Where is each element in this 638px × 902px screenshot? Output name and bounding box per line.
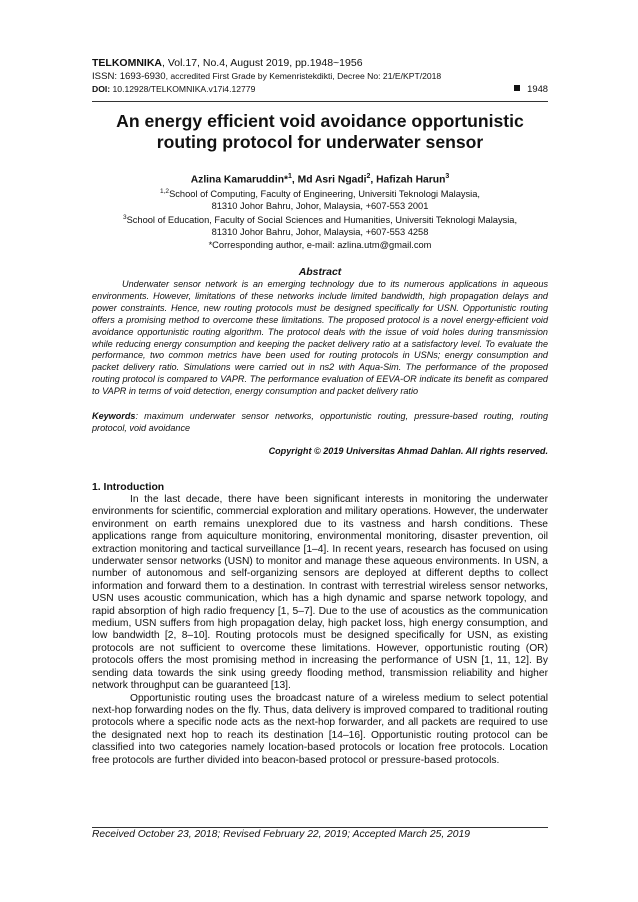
abstract-heading: Abstract (298, 266, 342, 278)
volume-info: , Vol.17, No.4, August 2019, pp.1948~1956 (162, 57, 363, 69)
affiliation-2-line-1: School of Education, Faculty of Social Sciences and Humanities, Universiti Teknologi Malaysia, (126, 215, 518, 226)
affiliations (92, 186, 548, 251)
introduction-body (92, 494, 548, 767)
running-header (92, 57, 548, 95)
author-1: Azlina Kamaruddin* (190, 174, 288, 186)
author-3-affil: 3 (445, 173, 450, 180)
doi: 10.12928/TELKOMNIKA.v17i4.12779 (110, 84, 256, 94)
affiliation-1-line-1: School of Computing, Faculty of Engineering, Universiti Teknologi Malaysia, (169, 189, 480, 200)
author-2: Md Asri Ngadi (297, 174, 367, 186)
affiliation-2-line-2: 81310 Johor Bahru, Johor, Malaysia, +607-553 4258 (211, 227, 429, 238)
journal-line (92, 57, 548, 70)
paper-title (92, 111, 548, 153)
header-divider (92, 101, 548, 102)
accreditation: , accredited First Grade by Kemenristekdikti, Decree No: 21/E/KPT/2018 (165, 71, 442, 81)
affiliation-1-marker: 1,2 (160, 188, 170, 195)
journal-name: TELKOMNIKA (92, 57, 162, 69)
affiliation-1-line-2: 81310 Johor Bahru, Johor, Malaysia, +607-553 2001 (211, 201, 429, 212)
doi-label: DOI: (92, 84, 111, 94)
affiliation-1 (92, 186, 548, 200)
section-heading-introduction: 1. Introduction (92, 482, 165, 493)
author-3: Hafizah Harun (376, 174, 446, 186)
author-1-affil: 1 (288, 173, 292, 180)
abstract-text: Underwater sensor network is an emerging technology due to its numerous applications in aqueous environments. However, limitations of these networks include limited bandwidth, high propagation delays and power constraints. Hence, new routing protocols must be designed specifically for USN. Opportunistic routing offers a promising method to overcome these limitations. The proposed protocol is a novel energy-efficient void avoidance opportunistic routing algorithm. The protocol deals with the issue of void holes during transmission while reducing energy consumption and keeping the packet delivery ratio at a satisfactory level. To evaluate the performance, two common metrics have been used for routing protocols in USNs; energy consumption and packet delivery ratio. Simulations were carried out in ns2 with Aqua-Sim. The performance of the proposed routing protocol is compared to VAPR. The performance evaluation of EEVA-OR indicate its benefit as compared to VAPR in terms of void detection, energy consumption and packet delivery ratio (92, 279, 548, 397)
affiliation-2-marker: 3 (122, 214, 127, 222)
author-2-affil: 2 (366, 173, 371, 180)
copyright-notice: Copyright © 2019 Universitas Ahmad Dahlan. All rights reserved. (268, 446, 548, 456)
author-separator: , (291, 174, 298, 186)
corresponding-author: *Corresponding author, e-mail: azlina.utm@gmail.com (208, 239, 432, 250)
issn-line (92, 70, 548, 83)
footer-divider (92, 827, 548, 828)
author-separator: , (370, 174, 377, 186)
page-number: 1948 (527, 83, 548, 94)
square-bullet-icon (514, 85, 520, 91)
title-line-1: An energy efficient void avoidance opportunistic (116, 111, 524, 131)
received-dates: Received October 23, 2018; Revised February 22, 2019; Accepted March 25, 2019 (92, 829, 470, 840)
doi-line (92, 83, 548, 95)
keywords (92, 410, 548, 434)
keywords-label: Keywords (92, 411, 136, 421)
paragraph: In the last decade, there have been significant interests in monitoring the underwater environments for scientific, commercial exploration and military operations. However, the underwater environment on earth remains unexplored due to its vastness and harsh conditions. These applications range from aquiculture monitoring, environmental monitoring, disaster prevention, oil extraction monitoring and tactical surveillance [1–4]. In recent years, research has focused on using underwater sensor networks (USN) to monitor and manage these aqueous environments. In USN, a number of autonomous and self-organizing sensors are deployed at different depths to collect information and forward them to a destination. In contrast with terrestrial wireless sensor networks, USN uses acoustic communication, which has a high dynamic and sparse network topology, and rapid absorption of high radio frequency [1, 5–7]. Due to the use of acoustics as the communication medium, USN suffers from high propagation delay, high packet loss, high energy consumption, and low bandwidth [2, 8–10]. Routing protocols must be designed specifically for USN, as existing protocols are not sufficient to overcome these limitations. However, opportunistic routing (OR) protocols offers the most promising method in increasing the performance of USN [1, 11, 12]. By sending data towards the sink using greedy flooding method, transmission reliability and higher network throughput can be guaranteed [13]. (92, 494, 548, 692)
affiliation-2 (92, 212, 548, 226)
author-list (92, 171, 548, 186)
title-line-2: routing protocol for underwater sensor (156, 132, 484, 152)
keywords-text: : maximum underwater sensor networks, opportunistic routing, pressure-based routing, routing protocol, void avoidance (92, 411, 548, 433)
paragraph: Opportunistic routing uses the broadcast nature of a wireless medium to select potential next-hop forwarding nodes on the fly. Thus, data delivery is improved compared to traditional routing protocols where a specific node acts as the next-hop forwarder, and all packets are required to use the designated next hop to reach its destination [14–16]. Opportunistic routing protocol can be classified into two categories namely location-based protocols or location free protocols. Location free protocols are further divided into beacon-based protocol or pressure-based protocols. (92, 692, 548, 766)
issn: ISSN: 1693-6930 (92, 71, 166, 82)
page-number-block (514, 83, 548, 95)
